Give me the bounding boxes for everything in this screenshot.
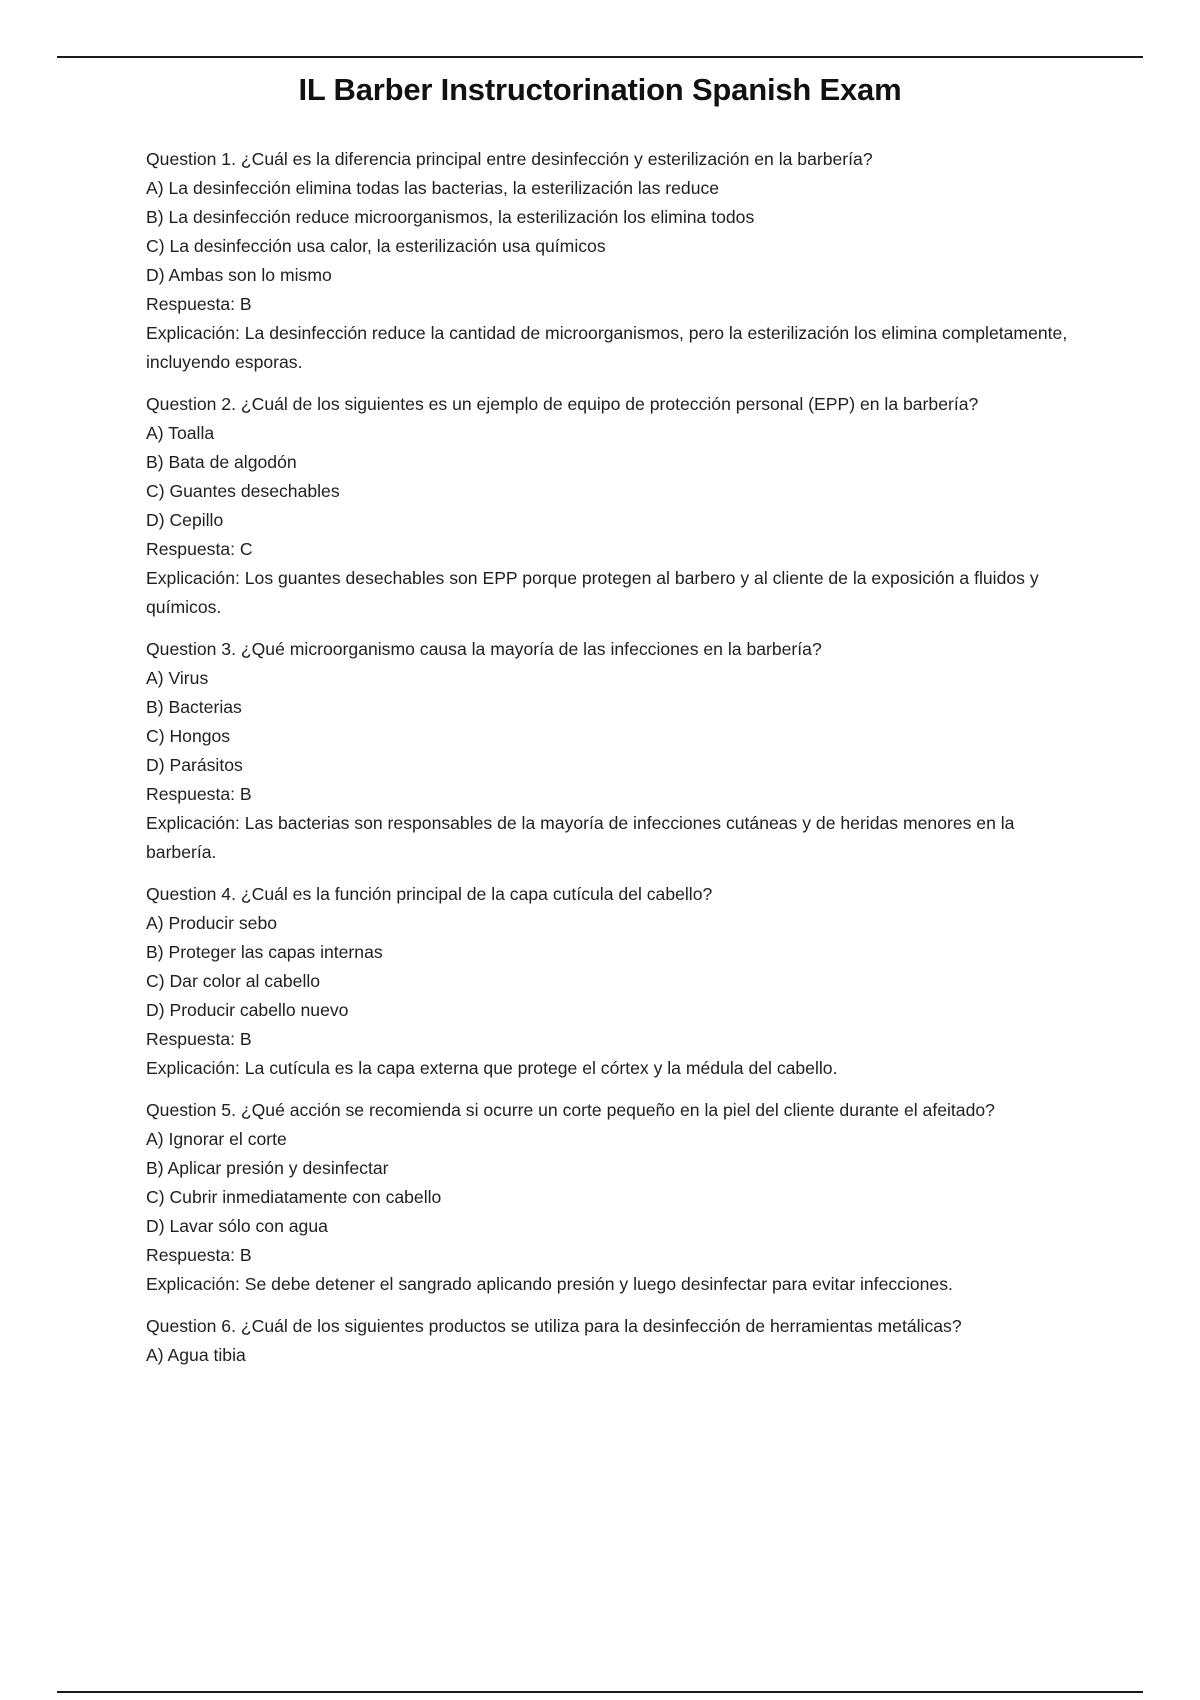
question-block-3 [146, 635, 1086, 867]
question-text: Question 1. ¿Cuál es la diferencia principal entre desinfección y esterilización en la barbería? [146, 149, 873, 169]
answer-option: A) Virus [146, 668, 209, 688]
question-block-1 [146, 145, 1086, 377]
explanation: Explicación: Las bacterias son responsables de la mayoría de infecciones cutáneas y de heridas menores en la barbería. [146, 813, 1015, 862]
answer-option: A) La desinfección elimina todas las bacterias, la esterilización las reduce [146, 178, 720, 198]
correct-answer: Respuesta: B [146, 784, 252, 804]
exam-content [146, 145, 1086, 1383]
explanation: Explicación: Se debe detener el sangrado aplicando presión y luego desinfectar para evitar infecciones. [146, 1274, 953, 1294]
answer-option: C) Cubrir inmediatamente con cabello [146, 1187, 442, 1207]
answer-option: C) Guantes desechables [146, 481, 340, 501]
answer-option: A) Producir sebo [146, 913, 278, 933]
answer-option: B) Aplicar presión y desinfectar [146, 1158, 389, 1178]
answer-option: A) Toalla [146, 423, 215, 443]
answer-option: B) La desinfección reduce microorganismos, la esterilización los elimina todos [146, 207, 755, 227]
top-divider [57, 56, 1143, 58]
answer-option: D) Lavar sólo con agua [146, 1216, 328, 1236]
answer-option: D) Producir cabello nuevo [146, 1000, 349, 1020]
answer-option: A) Ignorar el corte [146, 1129, 287, 1149]
answer-option: A) Agua tibia [146, 1345, 246, 1365]
answer-option: D) Ambas son lo mismo [146, 265, 332, 285]
question-text: Question 4. ¿Cuál es la función principal de la capa cutícula del cabello? [146, 884, 713, 904]
answer-option: D) Parásitos [146, 755, 243, 775]
bottom-divider [57, 1691, 1143, 1693]
question-text: Question 5. ¿Qué acción se recomienda si ocurre un corte pequeño en la piel del cliente durante el afeitado? [146, 1100, 995, 1120]
question-text: Question 6. ¿Cuál de los siguientes productos se utiliza para la desinfección de herramientas metálicas? [146, 1316, 962, 1336]
explanation: Explicación: Los guantes desechables son EPP porque protegen al barbero y al cliente de la exposición a fluidos y químicos. [146, 568, 1039, 617]
answer-option: C) Hongos [146, 726, 231, 746]
question-text: Question 2. ¿Cuál de los siguientes es un ejemplo de equipo de protección personal (EPP) en la barbería? [146, 394, 979, 414]
answer-option: D) Cepillo [146, 510, 224, 530]
answer-option: B) Bata de algodón [146, 452, 297, 472]
explanation: Explicación: La desinfección reduce la cantidad de microorganismos, pero la esterilización los elimina completamente, incluyendo esporas. [146, 323, 1068, 372]
page-title: IL Barber Instructorination Spanish Exam [298, 72, 902, 107]
answer-option: B) Bacterias [146, 697, 242, 717]
correct-answer: Respuesta: B [146, 1029, 252, 1049]
question-text: Question 3. ¿Qué microorganismo causa la mayoría de las infecciones en la barbería? [146, 639, 822, 659]
correct-answer: Respuesta: C [146, 539, 253, 559]
question-block-5 [146, 1096, 1086, 1299]
correct-answer: Respuesta: B [146, 294, 252, 314]
question-block-6 [146, 1312, 1086, 1370]
question-block-4 [146, 880, 1086, 1083]
correct-answer: Respuesta: B [146, 1245, 252, 1265]
answer-option: C) La desinfección usa calor, la esterilización usa químicos [146, 236, 606, 256]
answer-option: B) Proteger las capas internas [146, 942, 383, 962]
answer-option: C) Dar color al cabello [146, 971, 321, 991]
explanation: Explicación: La cutícula es la capa externa que protege el córtex y la médula del cabello. [146, 1058, 838, 1078]
question-block-2 [146, 390, 1086, 622]
